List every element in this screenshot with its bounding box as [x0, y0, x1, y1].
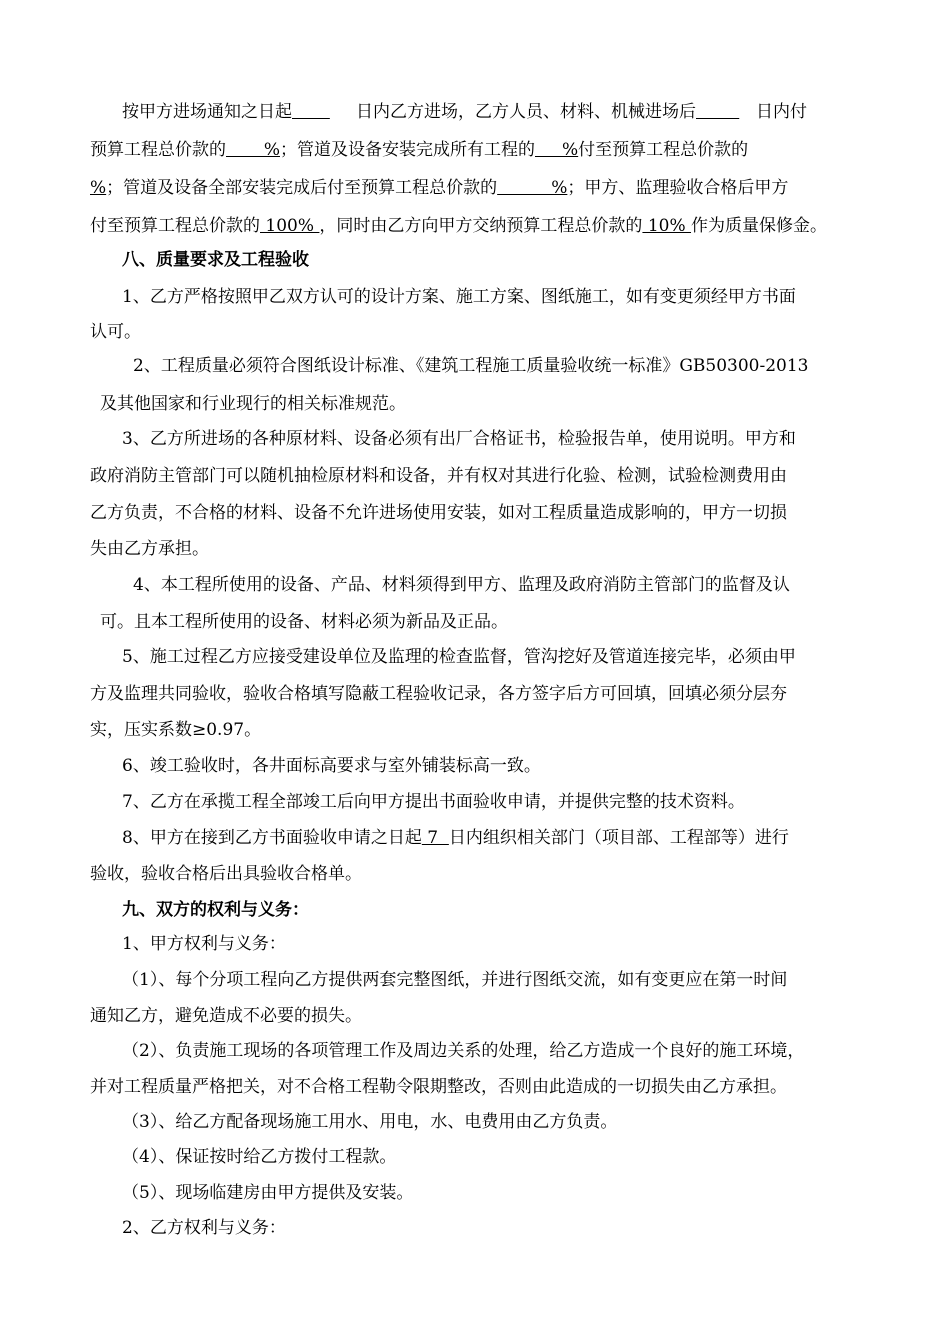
section-9-heading: 九、双方的权利与义务：	[122, 900, 309, 920]
clause-8-3-line-1: 3、乙方所进场的各种原材料、设备必须有出厂合格证书，检验报告单，使用说明。甲方和	[122, 429, 796, 449]
payment-line-1	[122, 100, 807, 124]
payment-line-3	[90, 176, 788, 200]
percent-10: 10%	[642, 216, 692, 236]
percent-100: 100%	[260, 216, 320, 236]
clause-8-1-line-1: 1、乙方严格按照甲乙双方认可的设计方案、施工方案、图纸施工，如有变更须经甲方书面	[122, 287, 796, 307]
text: 8、甲方在接到乙方书面验收申请之日起	[122, 828, 422, 848]
payment-line-4	[90, 214, 827, 238]
clause-8-2-line-2: 及其他国家和行业现行的相关标准规范。	[100, 394, 406, 414]
text: ；管道及设备全部安装完成后付至预算工程总价款的	[106, 178, 498, 198]
clause-8-8-line-2: 验收，验收合格后出具验收合格单。	[90, 864, 362, 884]
blank-percent-4: %	[497, 178, 568, 198]
text: ；管道及设备安装完成所有工程的	[279, 140, 535, 160]
text: 付至预算工程总价款的	[90, 216, 260, 236]
party-a-heading: 1、甲方权利与义务：	[122, 934, 286, 954]
party-a-item-2-line-2: 并对工程质量严格把关，对不合格工程勒令限期整改，否则由此造成的一切损失由乙方承担。	[90, 1077, 787, 1097]
clause-8-5-line-3: 实，压实系数≥0.97。	[90, 720, 262, 740]
clause-8-2-line-1: 2、工程质量必须符合图纸设计标准、《建筑工程施工质量验收统一标准》GB50300-2013	[133, 356, 809, 376]
party-a-item-4: （4）、保证按时给乙方拨付工程款。	[122, 1147, 397, 1167]
clause-8-3-line-3: 乙方负责，不合格的材料、设备不允许进场使用安装，如对工程质量造成影响的，甲方一切损	[90, 503, 787, 523]
party-a-item-5: （5）、现场临建房由甲方提供及安装。	[122, 1183, 414, 1203]
acceptance-days: 7	[421, 828, 449, 848]
text: 日内组织相关部门（项目部、工程部等）进行	[448, 828, 789, 848]
party-a-item-3: （3）、给乙方配备现场施工用水、用电，水、电费用由乙方负责。	[122, 1112, 618, 1132]
blank-days-payment	[696, 100, 756, 124]
clause-8-5-line-2: 方及监理共同验收，验收合格填写隐蔽工程验收记录，各方签字后方可回填，回填必须分层夯	[90, 684, 787, 704]
clause-8-4-line-2: 可。且本工程所使用的设备、材料必须为新品及正品。	[100, 612, 508, 632]
clause-8-4-line-1: 4、本工程所使用的设备、产品、材料须得到甲方、监理及政府消防主管部门的监督及认	[133, 575, 790, 595]
text: ；甲方、监理验收合格后甲方	[567, 178, 789, 198]
text: 按甲方进场通知之日起	[122, 102, 292, 122]
clause-8-8-line-1	[122, 826, 789, 850]
party-a-item-1-line-2: 通知乙方，避免造成不必要的损失。	[90, 1006, 362, 1026]
clause-8-7: 7、乙方在承揽工程全部竣工后向甲方提出书面验收申请，并提供完整的技术资料。	[122, 792, 745, 812]
section-8-heading: 八、质量要求及工程验收	[122, 250, 309, 270]
clause-8-3-line-2: 政府消防主管部门可以随机抽检原材料和设备，并有权对其进行化验、检测，试验检测费用由	[90, 466, 787, 486]
clause-8-1-line-2: 认可。	[90, 322, 141, 342]
blank-percent-1: %	[226, 140, 280, 160]
party-b-heading: 2、乙方权利与义务：	[122, 1218, 286, 1238]
party-a-item-1-line-1: （1）、每个分项工程向乙方提供两套完整图纸，并进行图纸交流，如有变更应在第一时间	[122, 970, 788, 990]
blank-days-entry	[292, 100, 356, 124]
clause-8-5-line-1: 5、施工过程乙方应接受建设单位及监理的检查监督，管沟挖好及管道连接完毕，必须由甲	[122, 647, 796, 667]
text: 预算工程总价款的	[90, 140, 226, 160]
blank-percent-3: %	[90, 178, 107, 198]
text: 作为质量保修金。	[691, 216, 828, 236]
text: 日内付	[756, 102, 807, 122]
payment-line-2	[90, 138, 748, 162]
party-a-item-2-line-1: （2）、负责施工现场的各项管理工作及周边关系的处理，给乙方造成一个良好的施工环境，	[122, 1041, 805, 1061]
text: ，同时由乙方向甲方交纳预算工程总价款的	[319, 216, 643, 236]
text: 日内乙方进场，乙方人员、材料、机械进场后	[356, 102, 696, 122]
blank-percent-2: %	[534, 140, 579, 160]
clause-8-3-line-4: 失由乙方承担。	[90, 539, 209, 559]
clause-8-6: 6、竣工验收时，各井面标高要求与室外铺装标高一致。	[122, 756, 541, 776]
text: 付至预算工程总价款的	[578, 140, 749, 160]
